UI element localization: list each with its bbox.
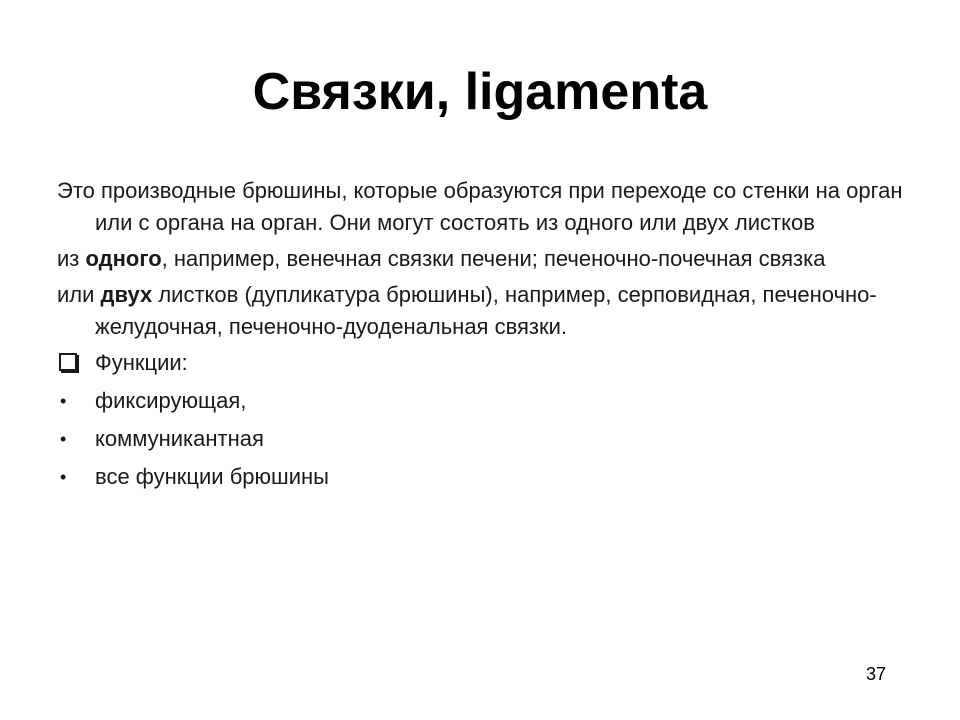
double-layer-text: листков (дупликатура брюшины), например, серповидная, печеночно-желудочная, печеночно-дуоденальная связки. — [95, 282, 877, 339]
functions-heading-label: Функции: — [95, 350, 188, 375]
slide-title: Связки, ligamenta — [252, 63, 708, 121]
bullet-icon: • — [60, 391, 67, 411]
function-item-label: все функции брюшины — [95, 464, 329, 489]
single-layer-emphasis: одного — [85, 246, 162, 271]
double-layer-emphasis: двух — [100, 282, 153, 307]
function-item-all — [57, 461, 917, 493]
intro-paragraph: Это производные брюшины, которые образуются при переходе со стенки на орган или с органа на орган. Они могут состоять из одного или двух листков — [57, 178, 903, 235]
bullet-icon: • — [60, 467, 67, 487]
page-number: 37 — [866, 664, 887, 684]
single-layer-paragraph — [57, 243, 917, 275]
single-layer-prefix: из — [57, 246, 86, 271]
functions-heading — [57, 347, 917, 379]
double-layer-paragraph — [57, 279, 917, 343]
function-item-communicating — [57, 423, 917, 455]
function-item-fixing — [57, 385, 917, 417]
single-layer-text: , например, венечная связки печени; печеночно-почечная связка — [161, 246, 826, 271]
double-layer-prefix: или — [57, 282, 101, 307]
checkbox-icon — [59, 353, 77, 371]
slide-body — [57, 175, 917, 499]
function-item-label: коммуникантная — [95, 426, 264, 451]
bullet-icon: • — [60, 429, 67, 449]
function-item-label: фиксирующая, — [95, 388, 247, 413]
